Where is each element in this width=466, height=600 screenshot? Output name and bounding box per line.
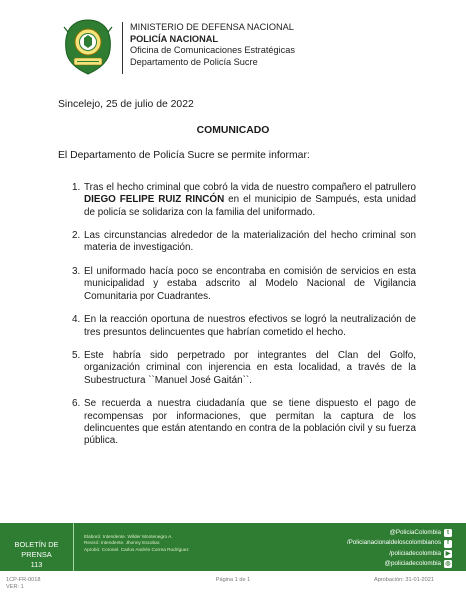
- list-item: [58, 350, 416, 387]
- header-divider: [122, 22, 123, 74]
- social-link-instagram[interactable]: [347, 559, 452, 569]
- list-item-number: 5.: [72, 350, 81, 362]
- numbered-list: [58, 182, 416, 459]
- officer-name: DIEGO FELIPE RUIZ RINCÓN: [84, 194, 225, 206]
- document-date: Sincelejo, 25 de julio de 2022: [58, 99, 194, 110]
- department-name: Departamento de Policía Sucre: [130, 56, 258, 67]
- aprobo-line: Aprobó: Coronel. Carlos Andrés Correa Rodríguez: [84, 546, 189, 552]
- youtube-icon: ▶: [445, 550, 451, 557]
- office-name: Oficina de Comunicaciones Estratégicas: [130, 45, 295, 55]
- facebook-icon: f: [444, 540, 452, 548]
- list-item-number: 1.: [72, 182, 81, 193]
- twitter-icon: t: [444, 529, 452, 537]
- policia-nacional-crest-icon: [62, 18, 114, 76]
- list-item-text: Este habría sido perpetrado por integrantes del Clan del Golfo, organización criminal con injerencia en esta localidad, a través de la Subestructura ``Manuel José Gaitán``.: [84, 350, 416, 386]
- social-link-twitter[interactable]: [347, 528, 452, 538]
- list-item-text-end: en el municipio de Sampués, esta unidad de policía se solidariza con la familia del uniformado.: [84, 194, 416, 218]
- page-indicator: Página 1 de 1: [215, 577, 251, 583]
- list-item: [58, 398, 416, 447]
- list-item-number: 4.: [72, 314, 81, 326]
- approval-date: Aprobación: 31-01-2021: [373, 577, 434, 583]
- institution-name: POLICÍA NACIONAL: [130, 33, 218, 44]
- intro-paragraph: El Departamento de Policía Sucre se permite informar:: [58, 150, 310, 161]
- list-item-text: Tras el hecho criminal que cobró la vida de nuestro compañero el patrullero: [84, 182, 416, 193]
- reviso-line: Revisó: Intendente. Jhonny Escobar.: [84, 540, 161, 546]
- boletin-label: BOLETÍN DE PRENSA: [14, 540, 59, 559]
- list-item: [58, 314, 416, 339]
- list-item-number: 2.: [72, 230, 81, 242]
- list-item-text: Se recuerda a nuestra ciudadanía que se tiene dispuesto el pago de recompensas por informaciones, que permitan la captura de los delincuentes que están atentando en contra de la población civil y su fuerza pública.: [84, 398, 416, 447]
- list-item-text: Las circunstancias alrededor de la materialización del hecho criminal son materia de investigación.: [84, 230, 416, 254]
- header-text: [130, 22, 295, 68]
- boletin-number: 113: [30, 560, 43, 569]
- list-item: [58, 182, 416, 219]
- document-control-bar: [0, 575, 466, 597]
- list-item-text: En la reacción oportuna de nuestros efectivos se logró la neutralización de tres presuntos delincuentes que habrían cometido el hecho.: [84, 314, 416, 338]
- footer-band: [0, 523, 466, 571]
- form-version: VER: 1: [6, 584, 24, 590]
- document-header: [62, 18, 442, 78]
- social-link-facebook[interactable]: [347, 538, 452, 548]
- social-link-youtube[interactable]: [347, 549, 452, 559]
- list-item-number: 3.: [72, 266, 81, 278]
- youtube-handle[interactable]: /policiadecolombia: [389, 549, 441, 557]
- list-item-text: El uniformado hacía poco se encontraba en comisión de servicios en esta municipalidad y estaba adscrito al Modelo Nacional de Vigilancia Comunitaria por Cuadrantes.: [84, 266, 416, 302]
- social-links: [347, 528, 452, 570]
- list-item: [58, 230, 416, 255]
- signatories: [84, 534, 189, 553]
- list-item-number: 6.: [72, 398, 81, 410]
- list-item: [58, 266, 416, 303]
- ministry-name: MINISTERIO DE DEFENSA NACIONAL: [130, 22, 294, 32]
- boletin-box: [0, 523, 74, 571]
- form-code: 1CP-FR-0018: [6, 577, 41, 583]
- twitter-handle[interactable]: @PoliciaColombia: [389, 529, 441, 536]
- document-title: COMUNICADO: [196, 125, 270, 136]
- facebook-handle[interactable]: /Policianacionaldeloscolombianos: [346, 539, 441, 547]
- elaboro-line: Elaboró: Intendente. Wilder Montenegro A.: [84, 534, 173, 539]
- instagram-handle[interactable]: @policiadecolombia: [384, 560, 441, 568]
- instagram-icon: ◎: [445, 561, 451, 568]
